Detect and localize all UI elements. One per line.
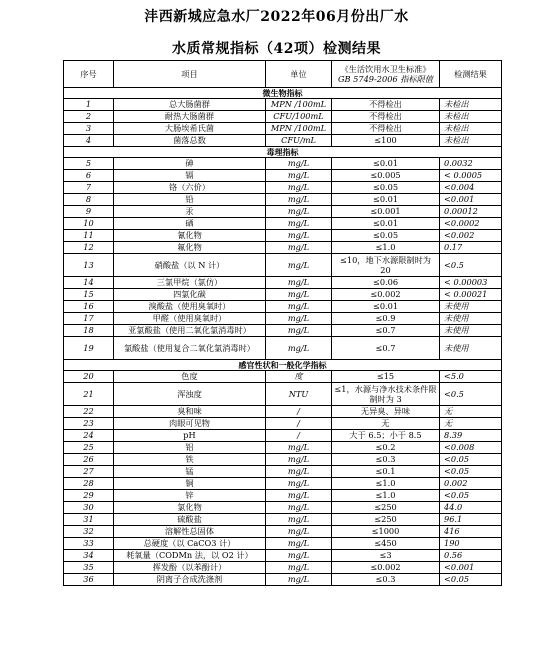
row-item: 氟化物 [114,242,266,254]
row-number: 9 [64,206,114,218]
row-limit: ≤3 [332,550,440,562]
row-item: 溴酸盐（使用臭氧时） [114,301,266,313]
row-unit: mg/L [266,289,332,301]
row-unit: mg/L [266,194,332,206]
table-row [64,383,502,406]
row-number: 4 [64,135,114,147]
row-result: 无 [440,418,502,430]
table-row [64,325,502,337]
results-table [63,60,502,586]
row-result: <5.0 [440,371,502,383]
row-result: <0.5 [440,254,502,277]
row-result: 416 [440,526,502,538]
row-result: 8.39 [440,430,502,442]
row-unit: mg/L [266,538,332,550]
row-limit: ≤250 [332,514,440,526]
row-result: 未使用 [440,313,502,325]
table-row [64,313,502,325]
section-header-row [64,360,502,371]
table-row [64,478,502,490]
row-result: <0.05 [440,454,502,466]
row-limit: ≤1000 [332,526,440,538]
row-unit: mg/L [266,526,332,538]
row-unit: mg/L [266,325,332,337]
table-row [64,194,502,206]
row-item: 铝 [114,442,266,454]
row-item: 甲醛（使用臭氧时） [114,313,266,325]
row-number: 11 [64,230,114,242]
row-result: 未使用 [440,337,502,360]
row-number: 21 [64,383,114,406]
table-row [64,337,502,360]
row-number: 18 [64,325,114,337]
row-number: 16 [64,301,114,313]
table-row [64,490,502,502]
row-item: 铜 [114,478,266,490]
row-unit: mg/L [266,550,332,562]
row-item: 铬（六价） [114,182,266,194]
row-result: 0.00012 [440,206,502,218]
section-header-row [64,147,502,158]
table-row [64,454,502,466]
row-number: 12 [64,242,114,254]
row-unit: mg/L [266,442,332,454]
row-result: 未检出 [440,99,502,111]
row-unit: mg/L [266,313,332,325]
table-row [64,514,502,526]
row-unit: CFU/100mL [266,111,332,123]
row-unit: mg/L [266,454,332,466]
row-unit: mg/L [266,478,332,490]
row-number: 32 [64,526,114,538]
row-item: 臭和味 [114,406,266,418]
row-unit: MPN /100mL [266,123,332,135]
row-number: 27 [64,466,114,478]
row-item: 氯化物 [114,502,266,514]
table-row [64,218,502,230]
row-limit: ≤0.7 [332,325,440,337]
row-result: 0.56 [440,550,502,562]
row-result: <0.05 [440,466,502,478]
row-result: <0.001 [440,194,502,206]
row-unit: mg/L [266,301,332,313]
row-item: 耗氧量（CODMn 法，以 O2 计） [114,550,266,562]
row-item: 镉 [114,170,266,182]
row-number: 7 [64,182,114,194]
section-title: 感官性状和一般化学指标 [64,360,502,371]
row-unit: mg/L [266,574,332,586]
row-limit: ≤0.002 [332,562,440,574]
row-number: 10 [64,218,114,230]
row-unit: mg/L [266,230,332,242]
row-limit: ≤0.7 [332,337,440,360]
row-item: pH [114,430,266,442]
row-limit: ≤0.005 [332,170,440,182]
row-result: 无 [440,406,502,418]
row-unit: 度 [266,371,332,383]
row-number: 20 [64,371,114,383]
table-row [64,371,502,383]
row-limit: 不得检出 [332,99,440,111]
row-limit: ≤1.0 [332,478,440,490]
table-row [64,418,502,430]
row-result: 0.0032 [440,158,502,170]
row-result: 0.002 [440,478,502,490]
table-row [64,574,502,586]
row-item: 挥发酚（以苯酚计） [114,562,266,574]
table-body [64,61,502,586]
row-number: 23 [64,418,114,430]
row-number: 5 [64,158,114,170]
row-unit: mg/L [266,182,332,194]
row-item: 锌 [114,490,266,502]
row-limit: ≤0.01 [332,158,440,170]
row-item: 四氯化碳 [114,289,266,301]
row-result: <0.004 [440,182,502,194]
row-item: 大肠埃希氏菌 [114,123,266,135]
row-item: 汞 [114,206,266,218]
row-limit: ≤450 [332,538,440,550]
table-row [64,442,502,454]
row-number: 29 [64,490,114,502]
row-number: 33 [64,538,114,550]
header-result: 检测结果 [440,61,502,88]
row-limit: ≤0.001 [332,206,440,218]
row-result: < 0.0005 [440,170,502,182]
section-title: 毒理指标 [64,147,502,158]
row-limit: ≤10，地下水源限制时为 20 [332,254,440,277]
row-result: <0.001 [440,562,502,574]
row-result: 未使用 [440,325,502,337]
row-limit: 大于 6.5；小于 8.5 [332,430,440,442]
table-row [64,289,502,301]
row-number: 36 [64,574,114,586]
row-unit: mg/L [266,514,332,526]
row-result: <0.05 [440,490,502,502]
row-result: <0.5 [440,383,502,406]
row-limit: ≤1，水源与净水技术条件限制时为 3 [332,383,440,406]
table-row [64,242,502,254]
table-row [64,206,502,218]
row-unit: mg/L [266,562,332,574]
row-item: 总大肠菌群 [114,99,266,111]
row-number: 8 [64,194,114,206]
header-standard-line1: 《生活饮用水卫生标准》 [340,64,431,74]
row-unit: mg/L [266,206,332,218]
row-limit: ≤1.0 [332,490,440,502]
row-limit: ≤0.06 [332,277,440,289]
row-limit: ≤0.2 [332,442,440,454]
table-header-row [64,61,502,88]
table-row [64,562,502,574]
row-unit: / [266,430,332,442]
row-limit: ≤0.3 [332,454,440,466]
row-limit: ≤0.002 [332,289,440,301]
row-result: 未检出 [440,123,502,135]
row-item: 氯酸盐（使用复合二氧化氯消毒时） [114,337,266,360]
row-unit: mg/L [266,502,332,514]
table-row [64,502,502,514]
row-result: 未检出 [440,135,502,147]
row-result: 0.17 [440,242,502,254]
row-number: 1 [64,99,114,111]
row-number: 22 [64,406,114,418]
row-number: 30 [64,502,114,514]
row-limit: ≤0.3 [332,574,440,586]
row-number: 31 [64,514,114,526]
section-header-row [64,88,502,99]
row-unit: CFU/mL [266,135,332,147]
header-standard-line2: GB 5749-2006 指标限值 [338,74,433,84]
row-number: 3 [64,123,114,135]
row-number: 17 [64,313,114,325]
row-item: 砷 [114,158,266,170]
row-limit: ≤0.1 [332,466,440,478]
row-item: 溶解性总固体 [114,526,266,538]
row-item: 铁 [114,454,266,466]
table-row [64,466,502,478]
row-item: 氰化物 [114,230,266,242]
row-unit: mg/L [266,254,332,277]
row-unit: / [266,418,332,430]
row-item: 铅 [114,194,266,206]
row-limit: ≤0.01 [332,218,440,230]
document-title: 沣西新城应急水厂2022年06月份出厂水 [144,9,409,25]
table-row [64,123,502,135]
row-item: 阴离子合成洗涤剂 [114,574,266,586]
row-number: 34 [64,550,114,562]
row-limit: ≤1.0 [332,242,440,254]
row-result: <0.008 [440,442,502,454]
document-subtitle: 水质常规指标（42项）检测结果 [172,41,381,57]
row-limit: ≤0.05 [332,230,440,242]
row-limit: ≤0.01 [332,194,440,206]
row-item: 色度 [114,371,266,383]
row-item: 菌落总数 [114,135,266,147]
row-result: 未使用 [440,301,502,313]
table-row [64,111,502,123]
row-unit: mg/L [266,490,332,502]
row-limit: ≤0.9 [332,313,440,325]
table-row [64,135,502,147]
row-limit: 不得检出 [332,123,440,135]
table-row [64,99,502,111]
header-standard [332,61,440,88]
header-item: 项目 [114,61,266,88]
table-row [64,277,502,289]
row-item: 耐热大肠菌群 [114,111,266,123]
table-row [64,230,502,242]
row-number: 24 [64,430,114,442]
row-result: 190 [440,538,502,550]
row-unit: MPN /100mL [266,99,332,111]
row-limit: ≤100 [332,135,440,147]
row-item: 锰 [114,466,266,478]
row-limit: ≤250 [332,502,440,514]
row-number: 15 [64,289,114,301]
table-row [64,158,502,170]
row-unit: mg/L [266,158,332,170]
row-unit: NTU [266,383,332,406]
row-unit: mg/L [266,277,332,289]
row-number: 26 [64,454,114,466]
table-row [64,430,502,442]
row-number: 6 [64,170,114,182]
row-result: 96.1 [440,514,502,526]
row-result: 未检出 [440,111,502,123]
row-result: 44.0 [440,502,502,514]
row-number: 14 [64,277,114,289]
row-result: <0.002 [440,230,502,242]
row-item: 亚氯酸盐（使用二氧化氯消毒时） [114,325,266,337]
table-row [64,182,502,194]
section-title: 微生物指标 [64,88,502,99]
row-item: 硫酸盐 [114,514,266,526]
row-limit: 不得检出 [332,111,440,123]
row-item: 浑浊度 [114,383,266,406]
row-unit: / [266,406,332,418]
row-item: 硝酸盐（以 N 计） [114,254,266,277]
table-row [64,254,502,277]
row-result: < 0.00003 [440,277,502,289]
header-no: 序号 [64,61,114,88]
row-number: 2 [64,111,114,123]
row-item: 三氯甲烷（氯仿） [114,277,266,289]
table-row [64,301,502,313]
row-item: 肉眼可见物 [114,418,266,430]
row-limit: 无异臭、异味 [332,406,440,418]
row-item: 总硬度（以 CaCO3 计） [114,538,266,550]
row-number: 35 [64,562,114,574]
table-row [64,406,502,418]
row-limit: ≤15 [332,371,440,383]
row-limit: 无 [332,418,440,430]
row-unit: mg/L [266,218,332,230]
row-unit: mg/L [266,170,332,182]
row-number: 28 [64,478,114,490]
row-number: 19 [64,337,114,360]
table-row [64,550,502,562]
row-result: < 0.00021 [440,289,502,301]
row-limit: ≤0.01 [332,301,440,313]
row-limit: ≤0.05 [332,182,440,194]
header-unit: 单位 [266,61,332,88]
row-unit: mg/L [266,466,332,478]
row-result: <0.05 [440,574,502,586]
table-row [64,170,502,182]
row-number: 13 [64,254,114,277]
table-row [64,526,502,538]
row-item: 硒 [114,218,266,230]
row-unit: mg/L [266,337,332,360]
row-number: 25 [64,442,114,454]
row-unit: mg/L [266,242,332,254]
table-row [64,538,502,550]
row-result: <0.0002 [440,218,502,230]
